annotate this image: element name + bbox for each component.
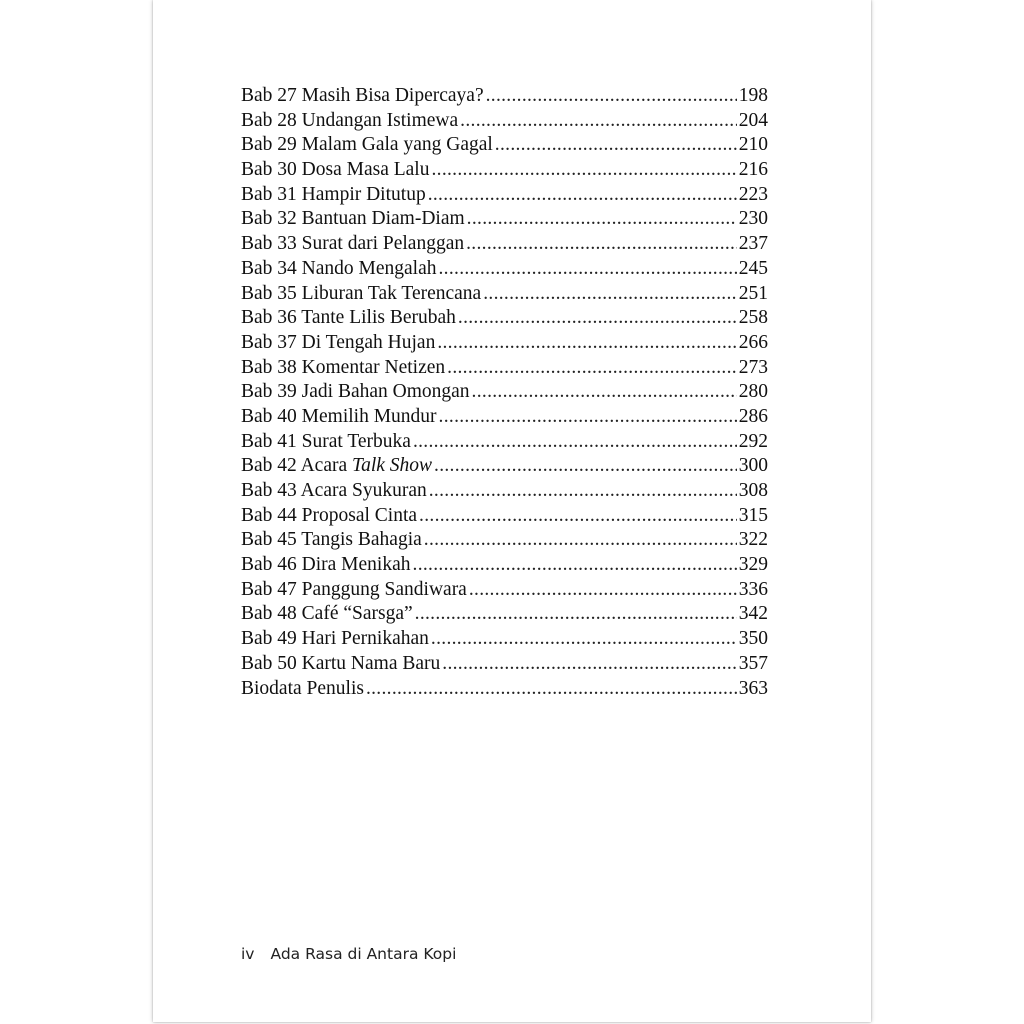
toc-entry [241,207,768,232]
toc-leader-dots [437,331,736,356]
toc-entry-title: Bab 49 Hari Pernikahan [241,628,429,650]
toc-entry-title: Bab 37 Di Tengah Hujan [241,331,436,353]
toc-entry-title: Bab 39 Jadi Bahan Omongan [241,381,470,403]
toc-entry-page: 245 [738,257,768,279]
toc-entry-page: 357 [738,652,768,674]
toc-leader-dots [429,479,737,504]
toc-entry-title: Bab 27 Masih Bisa Dipercaya? [241,85,484,106]
toc-entry-title: Biodata Penulis [241,677,364,699]
toc-entry [241,528,768,553]
toc-entry-title-prefix: Bab 42 Acara [241,455,353,477]
toc-leader-dots [447,356,737,381]
toc-entry [241,282,768,307]
toc-entry-page: 308 [738,480,768,501]
toc-leader-dots [413,430,737,455]
toc-leader-dots [442,652,736,677]
toc-leader-dots [466,232,737,257]
toc-leader-dots [458,306,737,331]
footer-book-title: Ada Rasa di Antara Kopi [270,945,457,963]
toc-entry [241,356,768,381]
toc-entry-title [241,454,432,479]
toc-entry [241,578,768,603]
toc-entry-title: Bab 47 Panggung Sandiwara [241,578,467,600]
toc-entry [241,479,768,504]
toc-entry-page: 237 [738,233,768,255]
toc-entry [241,257,768,282]
toc-entry-title: Bab 29 Malam Gala yang Gagal [241,134,493,156]
toc-entry-page: 292 [738,430,768,452]
toc-entry-page: 315 [738,504,768,526]
toc-entry [241,306,768,331]
toc-leader-dots [366,677,737,702]
toc-leader-dots [419,504,737,529]
book-page [153,0,871,1022]
toc-entry-page: 258 [738,307,768,329]
toc-entry-title: Bab 35 Liburan Tak Terencana [241,282,482,304]
toc-leader-dots [495,133,737,158]
toc-entry-title: Bab 43 Acara Syukuran [241,480,427,501]
toc-entry-page: 251 [738,282,768,304]
toc-entry-page: 273 [738,356,768,378]
toc-entry-title-italic: Talk Show [352,455,433,477]
toc-leader-dots [431,627,737,652]
toc-leader-dots [415,602,737,627]
toc-leader-dots [439,405,737,430]
toc-entry-page: 266 [738,331,768,353]
toc-entry-title: Bab 50 Kartu Nama Baru [241,652,441,674]
toc-entry-title: Bab 41 Surat Terbuka [241,430,411,452]
toc-entry [241,133,768,158]
toc-entry-title: Bab 31 Hampir Ditutup [241,183,426,205]
toc-leader-dots [424,528,737,553]
toc-entry-page: 350 [738,628,768,650]
toc-entry [241,380,768,405]
toc-entry-title: Bab 30 Dosa Masa Lalu [241,159,430,181]
toc-entry-page: 198 [738,85,768,106]
toc-entry-title: Bab 45 Tangis Bahagia [241,529,422,551]
toc-leader-dots [469,578,737,603]
toc-entry-page: 300 [738,455,768,477]
toc-entry-page: 210 [738,134,768,156]
page-footer [241,945,456,963]
toc-entry [241,627,768,652]
toc-entry-page: 336 [738,578,768,600]
toc-entry-page: 223 [738,183,768,205]
toc-entry-title: Bab 38 Komentar Netizen [241,356,446,378]
toc-leader-dots [483,282,737,307]
footer-page-number: iv [241,945,255,963]
toc-leader-dots [467,207,737,232]
toc-entry-page: 322 [738,529,768,551]
toc-entry [241,109,768,134]
toc-entry-title: Bab 32 Bantuan Diam-Diam [241,208,465,230]
toc-entry-title: Bab 46 Dira Menikah [241,554,411,576]
toc-entry-page: 329 [738,554,768,576]
toc-entry [241,405,768,430]
toc-entry [241,183,768,208]
toc-entry-title: Bab 33 Surat dari Pelanggan [241,233,465,255]
toc-leader-dots [460,109,737,134]
toc-entry-page: 204 [738,109,768,131]
toc-entry [241,430,768,455]
toc-entry-title: Bab 28 Undangan Istimewa [241,109,459,131]
table-of-contents [241,84,768,701]
toc-entry-title: Bab 44 Proposal Cinta [241,504,418,526]
toc-entry [241,84,768,109]
toc-leader-dots [428,183,737,208]
toc-leader-dots [486,84,737,109]
toc-entry-page: 230 [738,208,768,230]
toc-entry [241,331,768,356]
toc-entry [241,652,768,677]
toc-leader-dots [439,257,737,282]
toc-leader-dots [431,158,736,183]
toc-leader-dots [413,553,737,578]
toc-entry-title: Bab 36 Tante Lilis Berubah [241,307,456,329]
toc-leader-dots [434,454,737,479]
toc-entry-title: Bab 48 Café “Sarsga” [241,603,413,625]
toc-entry-page: 363 [738,677,768,699]
toc-entry [241,232,768,257]
toc-entry [241,553,768,578]
toc-entry-page: 342 [738,603,768,625]
toc-entry-page: 280 [738,381,768,403]
toc-leader-dots [472,380,737,405]
toc-entry [241,158,768,183]
toc-entry [241,504,768,529]
toc-entry-page: 216 [738,159,768,181]
toc-entry [241,602,768,627]
toc-entry-page: 286 [738,405,768,427]
toc-entry [241,454,768,479]
toc-entry-title: Bab 34 Nando Mengalah [241,257,437,279]
toc-entry-title: Bab 40 Memilih Mundur [241,405,437,427]
toc-entry [241,677,768,702]
